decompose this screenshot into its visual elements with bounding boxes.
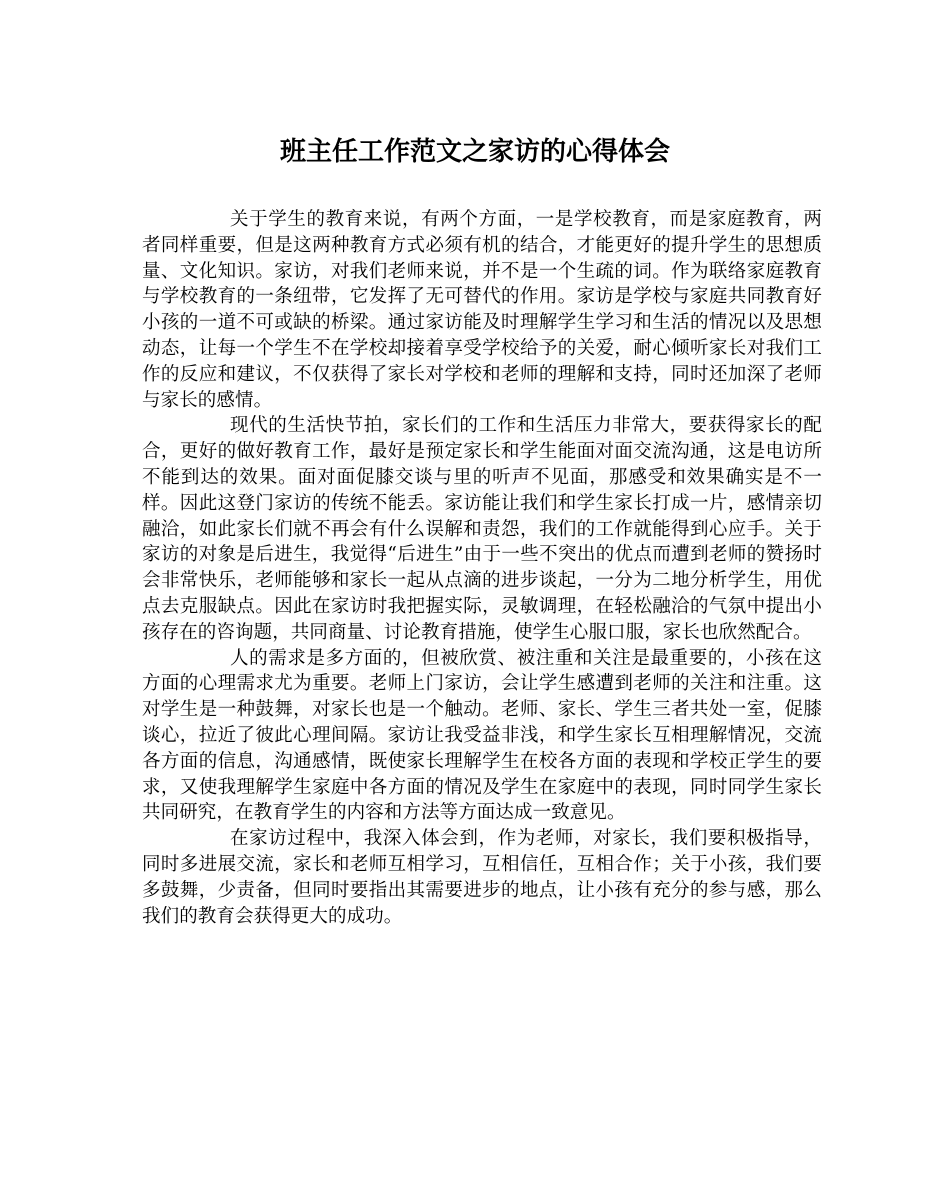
paragraph-1: 关于学生的教育来说，有两个方面，一是学校教育，而是家庭教育，两者同样重要，但是这两种教育方式必须有机的结合，才能更好的提升学生的思想质量、文化知识。家访，对我们老师来说，并不是一个生疏的词。作为联络家庭教育与学校教育的一条纽带，它发挥了无可替代的作用。家访是学校与家庭共同教育好小孩的一道不可或缺的桥梁。通过家访能及时理解学生学习和生活的情况以及思想动态，让每一个学生不在学校却接着享受学校给予的关爱，耐心倾听家长对我们工作的反应和建议，不仅获得了家长对学校和老师的理解和支持，同时还加深了老师与家长的感情。 xyxy=(142,209,822,411)
paragraph-4: 在家访过程中，我深入体会到，作为老师，对家长，我们要积极指导，同时多进展交流，家长和老师互相学习，互相信任，互相合作；关于小孩，我们要多鼓舞，少责备，但同时要指出其需要进步的地点，让小孩有充分的参与感，那么我们的教育会获得更大的成功。 xyxy=(142,828,822,927)
document-body xyxy=(142,207,822,929)
paragraph-3: 人的需求是多方面的，但被欣赏、被注重和关注是最重要的，小孩在这方面的心理需求尤为重要。老师上门家访，会让学生感遭到老师的关注和注重。这对学生是一种鼓舞，对家长也是一个触动。老师、家长、学生三者共处一室，促膝谈心，拉近了彼此心理间隔。家访让我受益非浅，和学生家长互相理解情况，交流各方面的信息，沟通感情，既使家长理解学生在校各方面的表现和学校正学生的要求，又使我理解学生家庭中各方面的情况及学生在家庭中的表现，同时同学生家长共同研究，在教育学生的内容和方法等方面达成一致意见。 xyxy=(142,647,822,824)
document-title: 班主任工作范文之家访的心得体会 xyxy=(279,137,670,167)
paragraph-2: 现代的生活快节拍，家长们的工作和生活压力非常大，要获得家长的配合，更好的做好教育工作，最好是预定家长和学生能面对面交流沟通，这是电访所不能到达的效果。面对面促膝交谈与里的听声不见面，那感受和效果确实是不一样。因此这登门家访的传统不能丢。家访能让我们和学生家长打成一片，感情亲切融洽，如此家长们就不再会有什么误解和责怨，我们的工作就能得到心应手。关于家访的对象是后进生，我觉得“后进生”由于一些不突出的优点而遭到老师的赞扬时会非常快乐，老师能够和家长一起从点滴的进步谈起，一分为二地分析学生，用优点去克服缺点。因此在家访时我把握实际，灵敏调理，在轻松融洽的气氛中提出小孩存在的咨询题，共同商量、讨论教育措施，使学生心服口服，家长也欣然配合。 xyxy=(142,415,822,643)
